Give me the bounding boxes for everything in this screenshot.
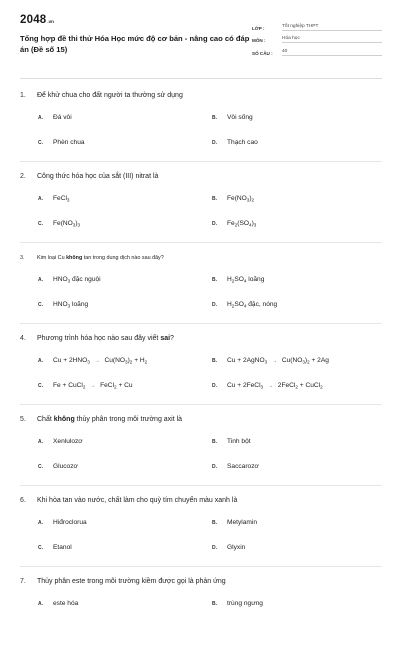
- question-heading: [20, 578, 226, 585]
- option-d[interactable]: [212, 301, 277, 308]
- question-3: [20, 243, 382, 324]
- option-letter: A.: [38, 601, 43, 607]
- option-text: trùng ngưng: [227, 600, 263, 607]
- option-c[interactable]: [38, 463, 78, 470]
- meta-label: LỚP :: [252, 25, 265, 31]
- meta-value: Tốt nghiệp THPT: [282, 24, 382, 31]
- option-text: Fe + CuCl$_2$ → FeCl$_2$ + Cu: [53, 382, 133, 390]
- option-letter: A.: [38, 115, 43, 121]
- option-text: Glucozơ: [53, 463, 78, 470]
- brand-column: [20, 14, 252, 55]
- question-text: Thủy phân este trong môi trường kiềm được gọi là phản ứng: [37, 578, 226, 585]
- option-letter: B.: [212, 520, 217, 526]
- question-text-pre: Kim loại Cu: [37, 255, 67, 261]
- option-letter: B.: [212, 439, 217, 445]
- option-letter: C.: [38, 302, 43, 308]
- question-text: [37, 255, 164, 261]
- question-4: [20, 324, 382, 405]
- option-text: Vôi sống: [227, 114, 253, 121]
- option-a[interactable]: [38, 195, 69, 202]
- option-b[interactable]: [212, 519, 257, 526]
- meta-row-count: [252, 43, 382, 56]
- header-divider: [20, 78, 382, 79]
- question-7: [20, 567, 382, 648]
- site-logo[interactable]: [20, 14, 252, 26]
- option-text: $Cu + 2HNO_3 \to Cu(NO_3)_2 + H_2$: [53, 357, 148, 365]
- option-c[interactable]: [38, 382, 133, 389]
- option-text: Metylamin: [227, 519, 258, 526]
- option-b[interactable]: [212, 438, 251, 445]
- question-heading: [20, 255, 164, 261]
- option-c[interactable]: [38, 139, 85, 146]
- question-heading: [20, 335, 174, 342]
- option-d[interactable]: [212, 139, 258, 146]
- option-text: este hóa: [53, 600, 79, 607]
- option-c[interactable]: [38, 301, 88, 308]
- question-heading: [20, 92, 183, 99]
- option-letter: C.: [38, 140, 43, 146]
- option-letter: A.: [38, 439, 43, 445]
- page-header: [20, 14, 382, 72]
- question-list: [20, 81, 382, 648]
- option-text: $Fe(NO_3)_2$: [227, 195, 255, 203]
- question-text-post: thủy phân trong môi trường axit là: [74, 416, 183, 423]
- option-text: Hiđroclorua: [53, 519, 87, 526]
- question-heading: [20, 416, 182, 423]
- option-text: FeCl$_3$: [53, 195, 70, 203]
- option-a[interactable]: [38, 114, 72, 121]
- option-a[interactable]: [38, 276, 101, 283]
- question-text-emphasis: không: [53, 416, 75, 423]
- option-letter: D.: [212, 140, 217, 146]
- option-letter: A.: [38, 277, 43, 283]
- option-letter: B.: [212, 601, 217, 607]
- option-text: Etanol: [53, 544, 72, 551]
- option-d[interactable]: [212, 382, 323, 389]
- option-letter: A.: [38, 520, 43, 526]
- question-number: 7.: [20, 578, 26, 585]
- logo-text: 2048: [20, 14, 47, 26]
- question-text: [37, 416, 182, 423]
- question-number: 3.: [20, 255, 25, 261]
- question-text: [37, 335, 174, 342]
- option-text: Xenlulozơ: [53, 438, 83, 445]
- option-text: Cu + 2AgNO$_3$ → $Cu(NO_3)_2 + 2Ag$: [227, 357, 329, 365]
- option-letter: D.: [212, 383, 217, 389]
- option-text: Glyxin: [227, 544, 246, 551]
- question-heading: [20, 173, 158, 180]
- option-text: $H_2SO_4$ đặc, nóng: [227, 301, 278, 309]
- option-a[interactable]: [38, 357, 147, 364]
- option-text: Tinh bột: [227, 438, 251, 445]
- option-text: $H_2SO_4$ loãng: [227, 276, 265, 284]
- question-1: [20, 81, 382, 162]
- option-letter: D.: [212, 464, 217, 470]
- meta-label: MÔN :: [252, 38, 266, 43]
- document-title: Tổng hợp đề thi thử Hóa Học mức độ cơ bản - nâng cao có đáp án (Đề số 15): [20, 34, 250, 54]
- option-letter: C.: [38, 545, 43, 551]
- question-text: Công thức hóa học của sắt (III) nitrat là: [37, 173, 159, 180]
- option-text: Đá vôi: [53, 114, 72, 121]
- option-a[interactable]: [38, 438, 83, 445]
- option-d[interactable]: [212, 544, 245, 551]
- option-text: Thạch cao: [227, 139, 258, 146]
- option-b[interactable]: [212, 357, 329, 364]
- question-number: 4.: [20, 335, 26, 342]
- option-d[interactable]: [212, 220, 256, 227]
- question-text-post: ?: [170, 335, 174, 342]
- meta-label: SỐ CÂU :: [252, 50, 273, 56]
- option-text: $HNO_3$ đặc nguội: [53, 276, 101, 284]
- question-number: 1.: [20, 92, 26, 99]
- exam-meta: [252, 18, 382, 56]
- question-number: 6.: [20, 497, 26, 504]
- option-b[interactable]: [212, 195, 254, 202]
- option-a[interactable]: [38, 519, 87, 526]
- question-text-post: tan trong dung dịch nào sau đây?: [82, 255, 164, 261]
- option-letter: A.: [38, 358, 43, 364]
- option-letter: B.: [212, 358, 217, 364]
- question-heading: [20, 497, 237, 504]
- option-text: Saccarozơ: [227, 463, 259, 470]
- option-text: $HNO_3$ loãng: [53, 301, 89, 309]
- option-letter: B.: [212, 115, 217, 121]
- question-text-emphasis: không: [66, 255, 83, 261]
- question-number: 5.: [20, 416, 26, 423]
- option-letter: C.: [38, 383, 43, 389]
- option-text: Cu + 2FeCl$_3$ → 2FeCl$_2$ + CuCl$_2$: [227, 382, 323, 390]
- option-letter: D.: [212, 221, 217, 227]
- question-6: [20, 486, 382, 567]
- option-letter: C.: [38, 464, 43, 470]
- question-text-emphasis: sai: [160, 335, 171, 342]
- question-text: Khi hòa tan vào nước, chất làm cho quỳ tím chuyển màu xanh là: [37, 497, 238, 504]
- option-letter: B.: [212, 277, 217, 283]
- question-text: Để khử chua cho đất người ta thường sử dụng: [37, 92, 183, 99]
- meta-value: Hóa học: [282, 36, 382, 43]
- logo-tld: .vn: [47, 19, 54, 24]
- question-text-pre: Phương trình hóa học nào sau đây viết: [37, 335, 161, 342]
- question-text-pre: Chất: [37, 416, 54, 423]
- option-c[interactable]: [38, 220, 80, 227]
- option-c[interactable]: [38, 544, 72, 551]
- option-letter: D.: [212, 545, 217, 551]
- question-2: [20, 162, 382, 243]
- meta-row-class: [252, 18, 382, 31]
- option-a[interactable]: [38, 600, 78, 607]
- option-letter: A.: [38, 196, 43, 202]
- question-5: [20, 405, 382, 486]
- option-d[interactable]: [212, 463, 259, 470]
- meta-row-subject: [252, 31, 382, 44]
- option-text: Phèn chua: [53, 139, 85, 146]
- meta-value: 40: [282, 49, 382, 56]
- option-letter: D.: [212, 302, 217, 308]
- option-text: $Fe_2(SO_4)_3$: [227, 220, 257, 228]
- question-number: 2.: [20, 173, 26, 180]
- option-b[interactable]: [212, 600, 263, 607]
- option-b[interactable]: [212, 276, 264, 283]
- option-text: $Fe(NO_3)_3$: [53, 220, 81, 228]
- option-letter: B.: [212, 196, 217, 202]
- option-b[interactable]: [212, 114, 253, 121]
- option-letter: C.: [38, 221, 43, 227]
